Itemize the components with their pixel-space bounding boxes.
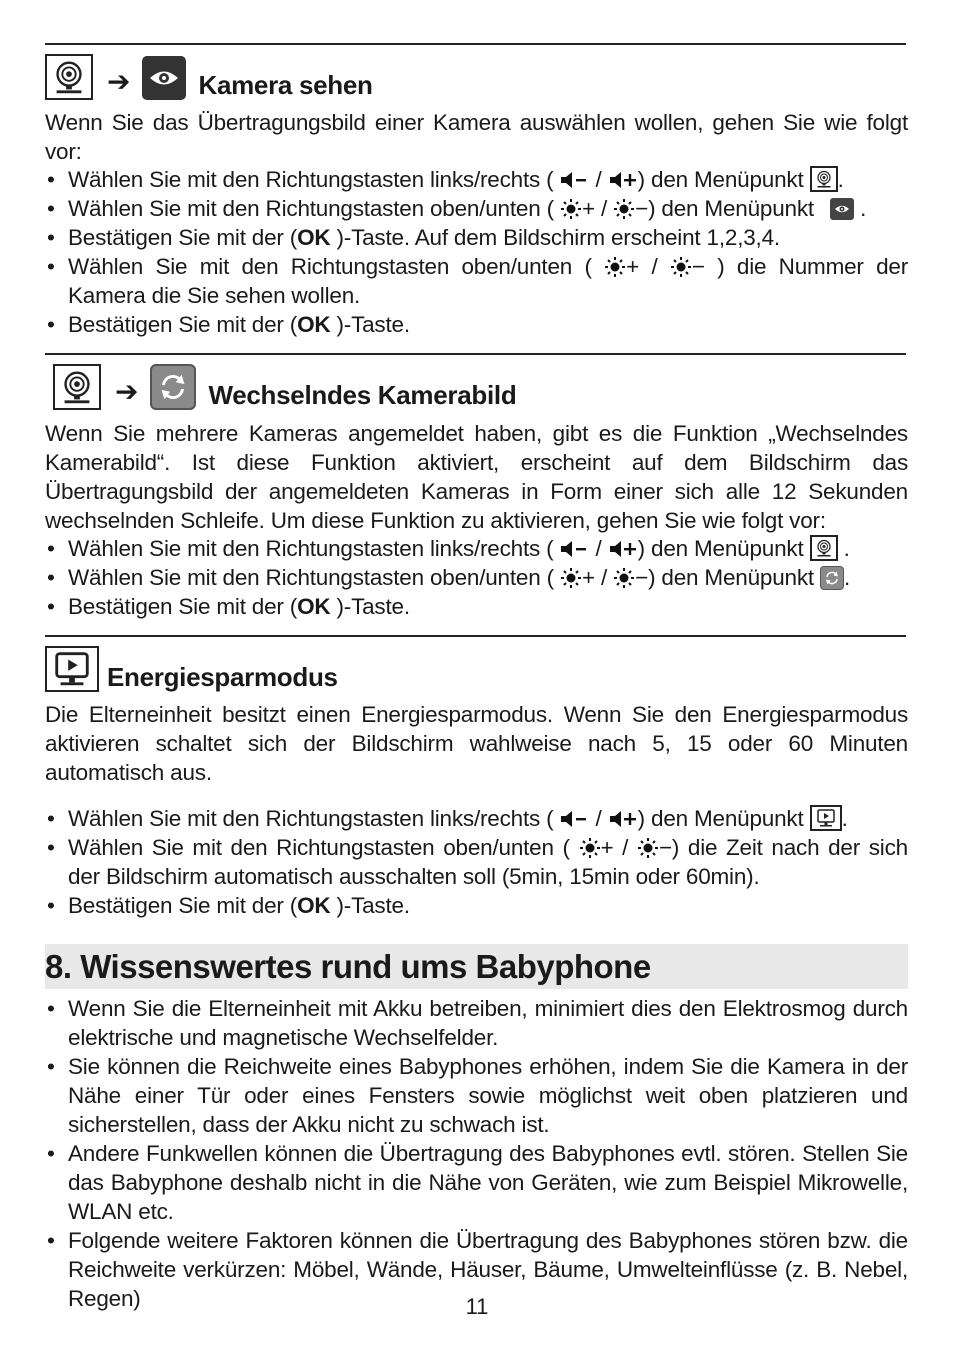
energie-steps [45,804,908,920]
chapter-title: 8. Wissenswertes rund ums Babyphone [45,948,651,985]
monitor-icon [810,805,842,831]
camera-menu-icon [810,535,838,561]
volume-up-icon [608,169,638,191]
monitor-icon [45,646,99,692]
page-number: 11 [465,1294,489,1319]
camera-menu-icon [810,166,838,192]
section-title: Wechselndes Kamerabild [208,380,517,410]
heading-wechselndes-kamerabild [45,364,516,410]
brightness-up-icon [560,198,582,220]
list-item: • Wählen Sie mit den Richtungstasten oben/unten ( + / −) den Menüpunkt . [45,563,908,592]
camera-menu-icon [45,54,93,100]
list-item: • Wählen Sie mit den Richtungstasten oben/unten ( + / −) die Zeit nach der sich der Bildschirm automatisch ausschalten soll (5min, 15min oder 60min). [45,833,908,891]
list-item: • Wenn Sie die Elterneinheit mit Akku betreiben, minimiert dies den Elektrosmog durch elektrische und magnetische Wechselfelder. [45,994,908,1052]
chapter-bullets [45,994,908,1313]
brightness-up-icon [604,256,626,278]
brightness-down-icon [613,567,635,589]
list-item: • Wählen Sie mit den Richtungstasten links/rechts ( / ) den Menüpunkt . [45,534,908,563]
volume-down-icon [559,169,589,191]
kamera-steps [45,165,908,339]
section-intro: Wenn Sie mehrere Kameras angemeldet haben, gibt es die Funktion „Wechselndes Kamerabild“. Ist diese Funktion aktiviert, erscheint auf dem Bildschirm das Übertragungsbild der angemeldeten Kameras in Form einer sich alle 12 Sekunden wechselnden Schleife. Um diese Funktion zu aktivieren, gehen Sie wie folgt vor: [45,421,908,533]
arrow-icon: ➔ [107,66,131,97]
list-item: • Wählen Sie mit den Richtungstasten links/rechts ( / ) den Menüpunkt . [45,804,908,833]
list-item: • Sie können die Reichweite eines Babyphones erhöhen, indem Sie die Kamera in der Nähe einer Tür oder eines Fensters sowie möglichst weit oben platzieren und sicherstellen, dass der Akku nicht zu schwach ist. [45,1052,908,1139]
volume-down-icon [559,808,589,830]
volume-up-icon [608,538,638,560]
camera-menu-icon [53,364,101,410]
divider [45,635,906,637]
list-item: • Bestätigen Sie mit der (OK )-Taste. [45,592,908,621]
list-item: • Bestätigen Sie mit der (OK )-Taste. [45,891,908,920]
list-item: • Wählen Sie mit den Richtungstasten oben/unten ( + / −) den Menüpunkt . [45,194,908,223]
list-item: • Andere Funkwellen können die Übertragung des Babyphones evtl. stören. Stellen Sie das Babyphone deshalb nicht in die Nähe von Geräten, wie zum Beispiel Mikrowelle, WLAN etc. [45,1139,908,1226]
arrow-icon: ➔ [115,376,139,407]
list-item: • Wählen Sie mit den Richtungstasten links/rechts ( / ) den Menüpunkt . [45,165,908,194]
brightness-down-icon [637,837,659,859]
eye-icon [142,56,186,100]
list-item: • Bestätigen Sie mit der (OK )-Taste. Auf dem Bildschirm erscheint 1,2,3,4. [45,223,908,252]
section-title: Energiesparmodus [107,662,338,692]
cycle-icon [820,566,844,590]
section-intro: Die Elterneinheit besitzt einen Energiesparmodus. Wenn Sie den Energiesparmodus aktivieren schaltet sich der Bildschirm wahlweise nach 5, 15 oder 60 Minuten automatisch aus. [45,702,908,785]
heading-kamera-sehen [45,54,373,100]
volume-up-icon [608,808,638,830]
cycle-icon [150,364,196,410]
section-title: Kamera sehen [198,70,373,100]
list-item: • Folgende weitere Faktoren können die Übertragung des Babyphones stören bzw. die Reichweite verkürzen: Möbel, Wände, Häuser, Bäume, Umwelteinflüsse (z. B. Nebel, Regen) [45,1226,908,1313]
divider [45,353,906,355]
wechsel-steps [45,534,908,621]
list-item: • Bestätigen Sie mit der (OK )-Taste. [45,310,908,339]
brightness-up-icon [579,837,601,859]
list-item: • Wählen Sie mit den Richtungstasten oben/unten ( + / − ) die Nummer der Kamera die Sie sehen wollen. [45,252,908,310]
brightness-down-icon [613,198,635,220]
section-intro: Wenn Sie das Übertragungsbild einer Kamera auswählen wollen, gehen Sie wie folgt vor: [45,110,908,164]
volume-down-icon [559,538,589,560]
eye-icon [830,198,854,220]
brightness-down-icon [670,256,692,278]
brightness-up-icon [560,567,582,589]
divider-top [45,43,906,45]
heading-energiesparmodus [45,646,338,692]
